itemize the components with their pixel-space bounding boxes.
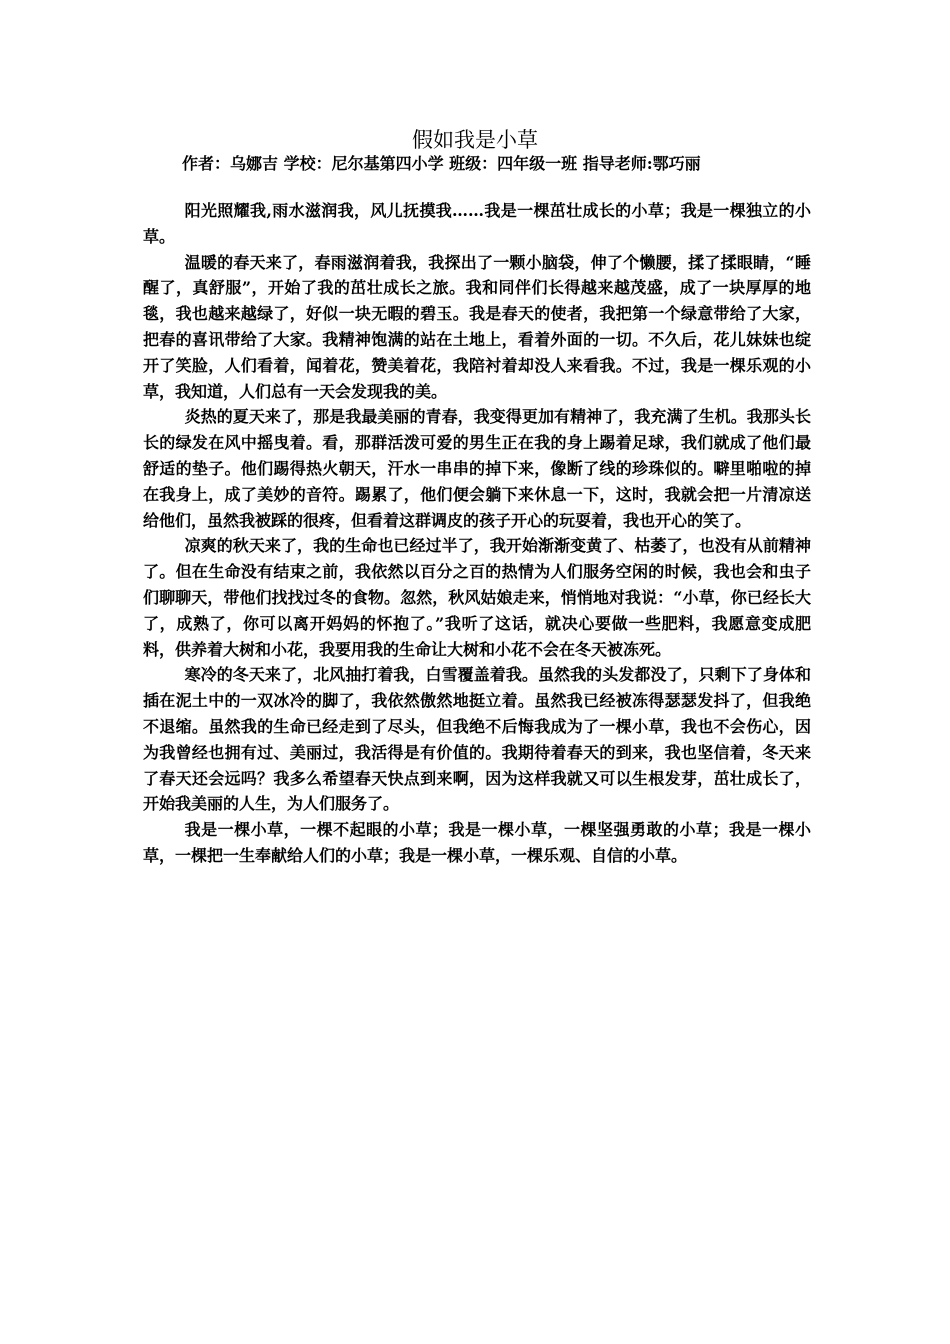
paragraph-winter: 寒冷的冬天来了，北风抽打着我，白雪覆盖着我。虽然我的头发都没了，只剩下了身体和插在泥土中的一双冰冷的脚了，我依然傲然地挺立着。虽然我已经被冻得瑟瑟发抖了，但我绝不退缩。虽然我的生命已经走到了尽头，但我绝不后悔我成为了一棵小草，我也不会伤心，因为我曾经也拥有过、美丽过，我活得是有价值的。我期待着春天的到来，我也坚信着，冬天来了春天还会远吗？我多么希望春天快点到来啊，因为这样我就又可以生根发芽，茁壮成长了，开始我美丽的人生，为人们服务了。 [143, 665, 811, 814]
paragraph-autumn: 凉爽的秋天来了，我的生命也已经过半了，我开始渐渐变黄了、枯萎了，也没有从前精神了。但在生命没有结束之前，我依然以百分之百的热情为人们服务空闲的时候，我也会和虫子们聊聊天，带他们找找过冬的食物。忽然，秋风姑娘走来，悄悄地对我说：“小草，你已经长大了，成熟了，你可以离开妈妈的怀抱了。”我听了这话，就决心要做一些肥料，我愿意变成肥料，供养着大树和小花，我要用我的生命让大树和小花不会在冬天被冻死。 [143, 536, 811, 659]
essay-body [143, 198, 811, 869]
paragraph-intro: 阳光照耀我,雨水滋润我，风儿抚摸我……我是一棵茁壮成长的小草；我是一棵独立的小草。 [143, 201, 811, 246]
paragraph-conclusion: 我是一棵小草，一棵不起眼的小草；我是一棵小草，一棵坚强勇敢的小草；我是一棵小草，一棵把一生奉献给人们的小草；我是一棵小草，一棵乐观、自信的小草。 [143, 820, 811, 865]
paragraph-spring: 温暖的春天来了，春雨滋润着我，我探出了一颗小脑袋，伸了个懒腰，揉了揉眼睛，“睡醒了，真舒服”，开始了我的茁壮成长之旅。我和同伴们长得越来越茂盛，成了一块厚厚的地毯，我也越来越绿了，好似一块无暇的碧玉。我是春天的使者，我把第一个绿意带给了大家，把春的喜讯带给了大家。我精神饱满的站在土地上，看着外面的一切。不久后，花儿妹妹也绽开了笑脸，人们看着，闻着花，赞美着花，我陪衬着却没人来看我。不过，我是一棵乐观的小草，我知道，人们总有一天会发现我的美。 [143, 252, 811, 401]
paragraph-summer: 炎热的夏天来了，那是我最美丽的青春，我变得更加有精神了，我充满了生机。我那头长长的绿发在风中摇曳着。看，那群活泼可爱的男生正在我的身上踢着足球，我们就成了他们最舒适的垫子。他们踢得热火朝天，汗水一串串的掉下来，像断了线的珍珠似的。噼里啪啦的掉在我身上，成了美妙的音符。踢累了，他们便会躺下来休息一下，这时，我就会把一片清凉送给他们，虽然我被踩的很疼，但看着这群调皮的孩子开心的玩耍着，我也开心的笑了。 [143, 407, 811, 530]
author-byline: 作者：乌娜吉 学校：尼尔基第四小学 班级：四年级一班 指导老师:鄂巧丽 [182, 154, 701, 173]
page-title: 假如我是小草 [412, 128, 538, 152]
